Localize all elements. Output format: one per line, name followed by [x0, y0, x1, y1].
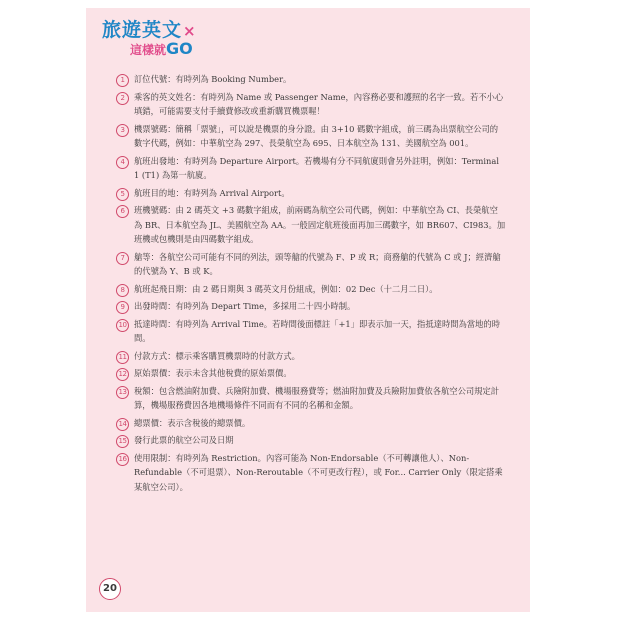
item-number-badge: 13: [116, 386, 129, 399]
list-item: [116, 282, 506, 297]
item-text: 原始票價：表示未含其他稅費的原始票價。: [134, 368, 292, 378]
item-number-badge: 11: [116, 351, 129, 364]
item-number-badge: 1: [116, 74, 129, 87]
list-item: [116, 317, 506, 346]
item-text: 出發時間：有時列為 Depart Time，多採用二十四小時制。: [134, 301, 356, 311]
list-item: [116, 250, 506, 279]
list-item: [116, 154, 506, 183]
item-text: 班機號碼：由 2 碼英文 +3 碼數字組成，前兩碼為航空公司代碼，例如：中華航空為 CI、長榮航空為 BR、日本航空為 JL、美國航空為 AA。一般固定航班後面再加三碼數字，如 BR607、CI983。加班機或包機則是由四碼數字組成。: [134, 205, 506, 244]
item-text: 航班目的地：有時列為 Arrival Airport。: [134, 187, 290, 198]
item-number-badge: 9: [116, 301, 129, 314]
book-page: [86, 8, 530, 612]
item-text: 抵達時間：有時列為 Arrival Time。若時間後面標註「+1」即表示加一天，指抵達時間為當地的時間。: [134, 318, 501, 343]
item-text: 訂位代號：有時列為 Booking Number。: [134, 74, 292, 84]
list-item: [116, 203, 506, 247]
item-number-badge: 2: [116, 92, 129, 105]
item-text: 航班起飛日期：由 2 碼日期與 3 碼英文月份組成，例如：02 Dec（十二月二日）。: [134, 283, 438, 294]
item-number-badge: 4: [116, 156, 129, 169]
list-item: [116, 451, 506, 495]
item-number-badge: 15: [116, 435, 129, 448]
item-number-badge: 6: [116, 205, 129, 218]
item-text: 使用限制：有時列為 Restriction。內容可能為 Non-Endorsable（不可轉讓他人）、Non-Refundable（不可退票）、Non-Reroutable（不可更改行程），或 For... Carrier Only（限定搭乘某航空公司）。: [134, 452, 503, 492]
item-number-badge: 5: [116, 188, 129, 201]
page-number: 20: [99, 578, 121, 600]
item-number-badge: 10: [116, 319, 129, 332]
item-number-badge: 12: [116, 368, 129, 381]
list-item: [116, 122, 506, 151]
item-text: 總票價：表示含稅後的總票價。: [134, 417, 251, 428]
list-item: [116, 384, 506, 413]
series-logo: [102, 20, 222, 62]
item-text: 發行此票的航空公司及日期: [134, 435, 234, 445]
list-item: [116, 349, 506, 364]
list-item: [116, 90, 506, 119]
list-item: [116, 299, 506, 314]
list-item: [116, 186, 506, 201]
item-text: 艙等：各航空公司可能有不同的列法，頭等艙的代號為 F、P 或 R；商務艙的代號為 C 或 J；經濟艙的代號為 Y、B 或 K。: [134, 251, 501, 276]
logo-x-mark: ×: [183, 22, 197, 40]
list-item: [116, 366, 506, 381]
logo-title: 旅遊英文: [102, 19, 183, 41]
list-item: [116, 416, 506, 431]
item-number-badge: 14: [116, 418, 129, 431]
ticket-field-list: [116, 72, 506, 497]
item-text: 乘客的英文姓名：有時列為 Name 或 Passenger Name，內容務必要和護照的名字一致。若不小心填錯，可能需要支付手續費修改或重新購買機票喔！: [134, 91, 504, 116]
item-number-badge: 16: [116, 453, 129, 466]
item-text: 機票號碼：簡稱「票號」，可以說是機票的身分證。由 3+10 碼數字組成，前三碼為出票航空公司的數字代碼，例如：中華航空為 297、長榮航空為 695、日本航空為 131、美國航空為 001。: [134, 123, 499, 148]
item-text: 稅額：包含燃油附加費、兵險附加費、機場服務費等；燃油附加費及兵險附加費依各航空公司規定計算，機場服務費因各地機場條件不同而有不同的名稱和金額。: [134, 385, 500, 410]
item-number-badge: 8: [116, 284, 129, 297]
item-number-badge: 7: [116, 252, 129, 265]
item-number-badge: 3: [116, 124, 129, 137]
item-text: 付款方式：標示乘客購買機票時的付款方式。: [134, 350, 300, 361]
item-text: 航班出發地：有時列為 Departure Airport。若機場有分不同航廈則會另外註明，例如：Terminal 1 (T1) 為第一航廈。: [134, 155, 499, 180]
list-item: [116, 433, 506, 448]
logo-subtitle: 這樣就: [130, 43, 167, 57]
list-item: [116, 72, 506, 87]
logo-go: GO: [166, 39, 193, 58]
